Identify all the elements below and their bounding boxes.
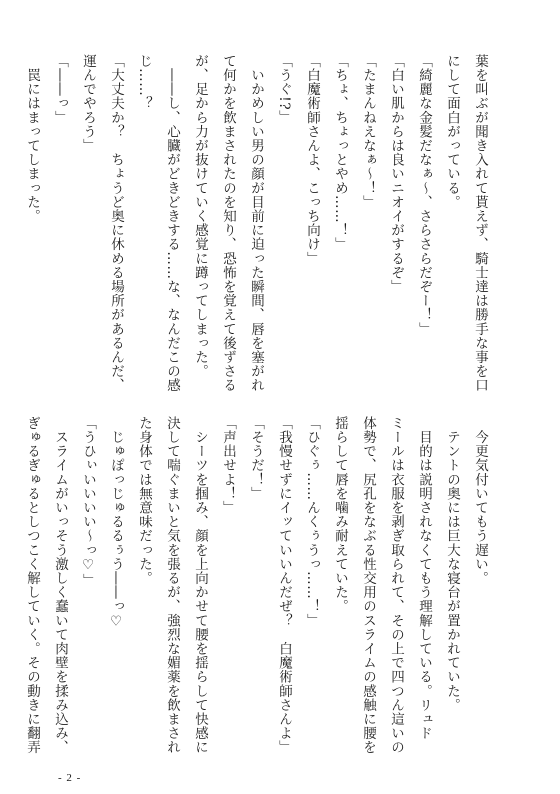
page-number: - 2 - bbox=[58, 772, 82, 784]
text-block-lower: 今更気付いてもう遅い。 テントの奥には巨大な寝台が置かれていた。 目的は説明されなくてもう理解している。リュド ミールは衣服を剥ぎ取られて、その上で四つん這いの 体勢で、尻孔をなぶる性交用のスライムの感触に腰を 揺らして唇を噛み耐えていた。 「ひぐぅ……んくぅうっ……！」 「我慢せずにイッていいんだぜ？ 白魔術師さんよ」 「そうだ！」 「声出せよ！」 シーツを掴み、顔を上向かせて腰を揺らして快感に 決して喘ぐまいと気を張るが、強烈な媚薬を飲まされ た身体では無意味だった。 じゅぽっじゅるるぅう――っ♡ 「うひぃいいいい～っ♡」 スライムがいっそう激しく蠢いて肉壁を揉み込み、 ぎゅるぎゅるとしつこく解していく。その動きに翻弄 bbox=[24, 416, 488, 755]
text-block-upper: 葉を叫ぶが聞き入れて貰えず、騎士達は勝手な事を口 にして面白がっている。 「綺麗な金髪だなぁ～、さらさらだぞー！」 「白い肌からは良いニオイがするぞ」 「たまんねえなぁ～！」 「ちょ、ちょっとやめ……！」 「白魔術師さんよ、こっち向け」 「うぐ!?」 いかめしい男の顔が目前に迫った瞬間、唇を塞がれ て何かを飲まされたのを知り、恐怖を覚えて後ずさる が、足から力が抜けていく感覚に蹲ってしまった。 ――し、心臓がどきどきする……な、なんだこの感 じ……？ 「大丈夫か？ ちょうど奥に休める場所があるんだ、 運んでやろう」 「――っ」 罠にはまってしまった。 bbox=[24, 54, 488, 393]
